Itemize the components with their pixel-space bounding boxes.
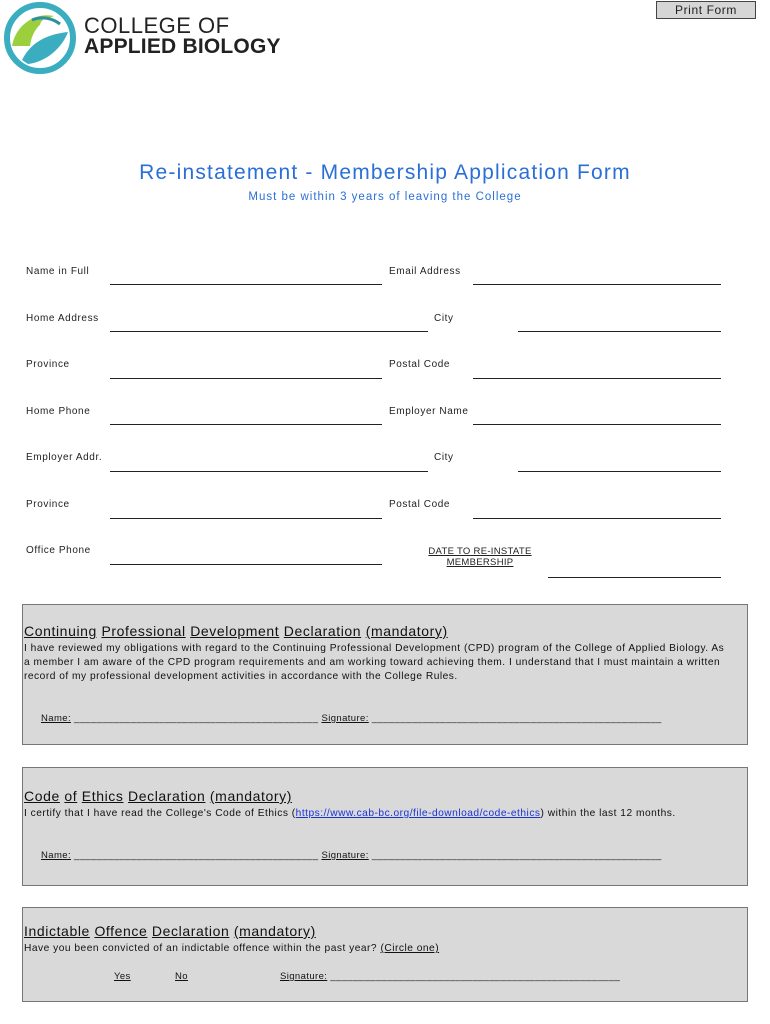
postal-code-field[interactable] — [473, 378, 721, 379]
city-field[interactable] — [518, 331, 721, 332]
employer-city-label: City — [434, 452, 454, 463]
page-subtitle: Must be within 3 years of leaving the College — [248, 191, 522, 203]
yes-option[interactable]: Yes — [114, 971, 131, 982]
cpd-signature-field[interactable]: ___________________________________________________ — [371, 713, 662, 724]
cpd-name-field[interactable]: ___________________________________________ — [74, 713, 319, 724]
page-title: Re-instatement - Membership Application Form — [139, 161, 631, 184]
cpd-heading: Continuing Professional Development Declaration (mandatory) — [24, 623, 448, 639]
name-in-full-label: Name in Full — [26, 266, 90, 277]
date-reinstate-label — [400, 546, 560, 568]
home-phone-label: Home Phone — [26, 406, 91, 417]
logo-line1: COLLEGE OF — [84, 13, 230, 38]
cpd-name-label: Name: — [41, 713, 71, 724]
date-reinstate-field[interactable] — [548, 577, 721, 578]
ethics-name-field[interactable]: ___________________________________________ — [74, 850, 319, 861]
employer-addr-label: Employer Addr. — [26, 452, 103, 463]
employer-province-field[interactable] — [110, 518, 382, 519]
offence-heading: Indictable Offence Declaration (mandatory) — [24, 923, 316, 939]
postal-code-label: Postal Code — [389, 359, 451, 370]
name-in-full-field[interactable] — [110, 284, 382, 285]
employer-postal-code-field[interactable] — [473, 518, 721, 519]
email-address-field[interactable] — [473, 284, 721, 285]
offence-question: Have you been convicted of an indictable offence within the past year? (Circle one) — [24, 943, 440, 954]
ethics-text: I certify that I have read the College's Code of Ethics (https://www.cab-bc.org/file-download/code-ethics) within the last 12 months. — [24, 808, 676, 819]
cpd-signature-row — [41, 713, 662, 724]
email-address-label: Email Address — [389, 266, 461, 277]
ethics-declaration-box — [22, 767, 748, 886]
logo-line2: APPLIED BIOLOGY — [84, 35, 281, 58]
home-phone-field[interactable] — [110, 424, 382, 425]
employer-name-field[interactable] — [473, 424, 721, 425]
code-ethics-link[interactable]: https://www.cab-bc.org/file-download/code-ethics — [295, 808, 541, 819]
cpd-text: I have reviewed my obligations with regard to the Continuing Professional Development (CPD) program of the College of Applied Biology. As a member I am aware of the CPD program requirements and am working toward achieving them. I understand that I must maintain a written record of my professional development activities in accordance with the College Rules. — [24, 643, 725, 682]
circle-one-label: (Circle one) — [380, 943, 440, 954]
offence-signature-label: Signature: — [280, 971, 328, 982]
offence-signature-field[interactable]: ___________________________________________________ — [330, 971, 621, 982]
office-phone-field[interactable] — [110, 564, 382, 565]
province-label: Province — [26, 359, 70, 370]
employer-postal-code-label: Postal Code — [389, 499, 451, 510]
ethics-signature-label: Signature: — [321, 850, 369, 861]
employer-addr-field[interactable] — [110, 471, 428, 472]
print-form-button[interactable]: Print Form — [656, 1, 756, 19]
college-logo-icon — [2, 0, 78, 76]
date-reinstate-line2: MEMBERSHIP — [446, 557, 514, 568]
date-reinstate-line1: DATE TO RE-INSTATE — [428, 546, 532, 557]
cpd-signature-label: Signature: — [321, 713, 369, 724]
home-address-field[interactable] — [110, 331, 428, 332]
home-address-label: Home Address — [26, 313, 99, 324]
city-label: City — [434, 313, 454, 324]
ethics-signature-field[interactable]: ___________________________________________________ — [371, 850, 662, 861]
ethics-heading: Code of Ethics Declaration (mandatory) — [24, 788, 292, 804]
employer-city-field[interactable] — [518, 471, 721, 472]
no-option[interactable]: No — [175, 971, 188, 982]
employer-province-label: Province — [26, 499, 70, 510]
ethics-signature-row — [41, 850, 662, 861]
offence-signature-row — [280, 971, 620, 982]
ethics-name-label: Name: — [41, 850, 71, 861]
office-phone-label: Office Phone — [26, 545, 91, 556]
province-field[interactable] — [110, 378, 382, 379]
employer-name-label: Employer Name — [389, 406, 469, 417]
